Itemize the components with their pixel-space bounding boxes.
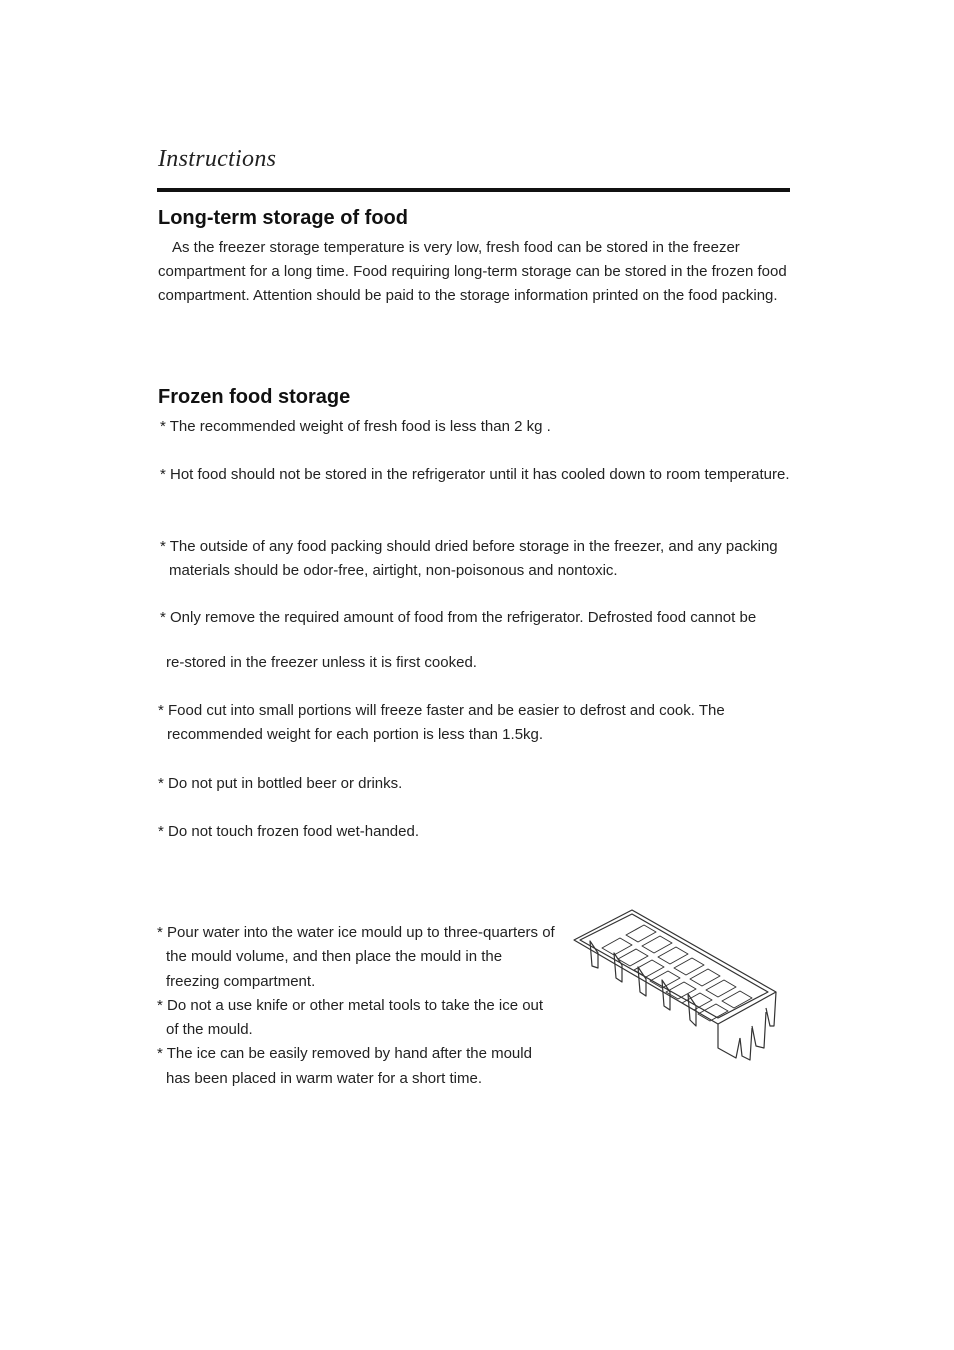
ice-mould-instructions xyxy=(157,921,559,1091)
frozen-item-wet-hands: * Do not touch frozen food wet-handed. xyxy=(158,823,420,840)
frozen-item-small-portions: * Food cut into small portions will freeze faster and be easier to defrost and cook. The recommended weight for each portion is less than 1.5kg. xyxy=(158,702,725,743)
frozen-item-bottled-drinks: * Do not put in bottled beer or drinks. xyxy=(158,775,403,792)
frozen-item-packing: * The outside of any food packing should dried before storage in the freezer, and any packing materials should be odor-free, airtight, non-poisonous and nontoxic. xyxy=(160,538,778,579)
ice-item-pour-water: * Pour water into the water ice mould up to three-quarters of the mould volume, and then place the mould in the freezing compartment. xyxy=(157,924,555,990)
frozen-item-remove-amount: * Only remove the required amount of food from the refrigerator. Defrosted food cannot be xyxy=(160,609,757,626)
frozen-item-weight: * The recommended weight of fresh food is less than 2 kg . xyxy=(160,418,551,435)
title-divider xyxy=(157,188,790,192)
long-term-storage-heading: Long-term storage of food xyxy=(158,207,408,229)
page-title: Instructions xyxy=(158,146,277,172)
ice-item-no-metal-tools: * Do not a use knife or other metal tools to take the ice out of the mould. xyxy=(157,996,544,1039)
frozen-item-remove-amount-continued: re-stored in the freezer unless it is first cooked. xyxy=(166,654,477,671)
long-term-storage-paragraph: As the freezer storage temperature is very low, fresh food can be stored in the freezer compartment for a long time. Food requiring long-term storage can be stored in the frozen food compartment. Attention should be paid to the storage information printed on the food packing. xyxy=(158,239,787,304)
ice-item-warm-water: * The ice can be easily removed by hand after the mould has been placed in warm water for a short time. xyxy=(157,1045,532,1087)
ice-cube-tray-icon xyxy=(568,908,778,1066)
frozen-food-storage-heading: Frozen food storage xyxy=(158,386,351,408)
frozen-item-hot-food: * Hot food should not be stored in the refrigerator until it has cooled down to room temperature. xyxy=(160,466,790,483)
